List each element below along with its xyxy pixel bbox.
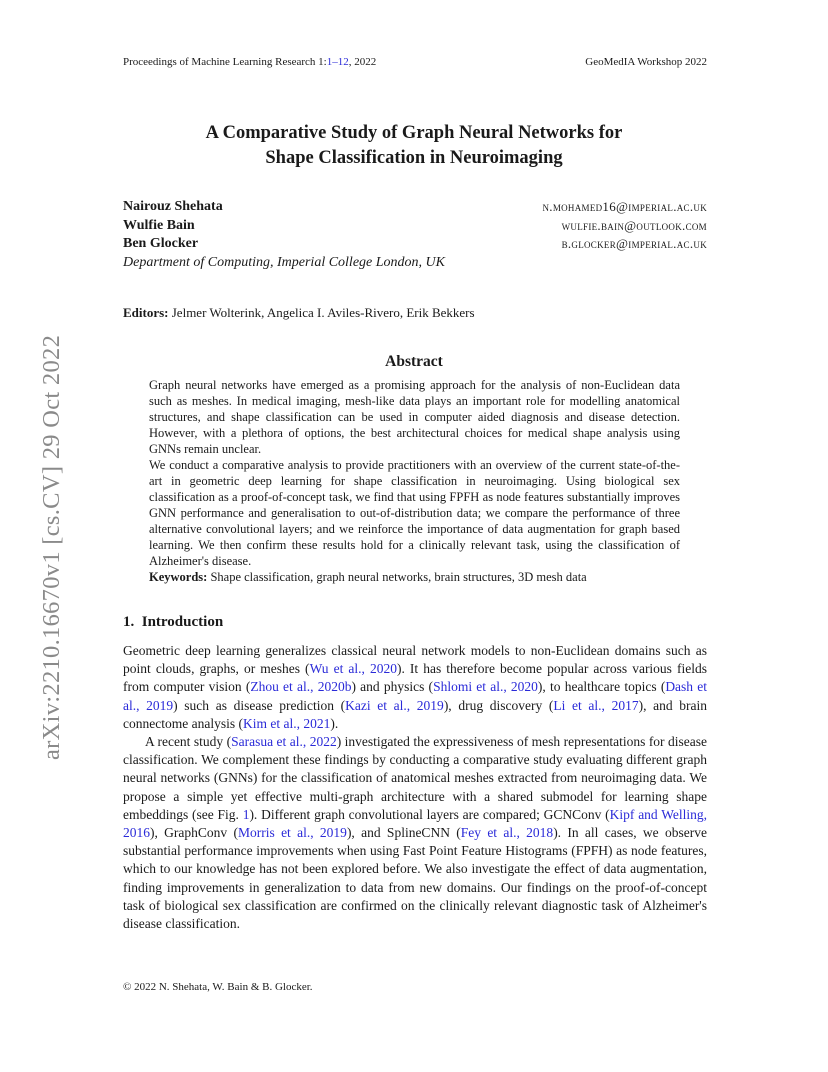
pages-link[interactable]: 1–12	[326, 56, 349, 68]
title-line-2: Shape Classification in Neuroimaging	[265, 148, 563, 168]
intro-text: ) and physics (	[351, 679, 434, 695]
affiliation: Department of Computing, Imperial College London, UK	[123, 254, 445, 270]
intro-text: ) such as disease prediction (	[173, 697, 346, 713]
citation-link[interactable]: Fey et al., 2018	[460, 825, 554, 841]
author-name: Ben Glocker	[123, 236, 199, 251]
author-row	[123, 217, 707, 236]
citation-link[interactable]: Shlomi et al., 2020	[433, 679, 538, 695]
intro-text: ) investigated the expressiveness of mesh representations for disease classification. We complement these findings by conducting a comparative study evaluating different graph neural networks (GNNs) for the classification of anatomical meshes extracted from neuroimaging data. We propose a simple yet effective multi-graph architecture with a shared submodel for learning shape embeddings (see Fig.	[123, 734, 707, 822]
author-email: n.mohamed16@imperial.ac.uk	[542, 199, 707, 214]
arxiv-id-label: arXiv:2210.16670v1 [cs.CV] 29 Oct 2022	[38, 334, 65, 760]
running-header-right: GeoMedIA Workshop 2022	[585, 56, 707, 68]
section-heading	[123, 614, 223, 631]
author-block	[123, 198, 707, 272]
abstract-paragraph: Graph neural networks have emerged as a promising approach for the analysis of non-Euclidean data such as meshes. In medical imaging, mesh-like data plays an important role for modelling anatomical structures, and shape classification can be used in computer aided diagnosis and disease detection. However, with a plethora of options, the best architectural choices for medical shape analysis using GNNs remain unclear.	[149, 378, 680, 456]
citation-link[interactable]: Kipf and Welling, 2016	[123, 806, 707, 841]
editors-label: Editors:	[123, 305, 169, 320]
author-name: Nairouz Shehata	[123, 199, 223, 214]
intro-paragraph-1	[123, 642, 707, 733]
section-number: 1.	[123, 614, 135, 630]
intro-text: Geometric deep learning generalizes classical neural network models to non-Euclidean domains such as point clouds, graphs, or meshes (	[123, 643, 707, 677]
intro-text: ), GraphConv (	[150, 825, 238, 841]
figure-ref-link[interactable]: 1	[242, 806, 250, 822]
author-row	[123, 235, 707, 254]
intro-paragraph-2	[123, 733, 707, 933]
citation-link[interactable]: Li et al., 2017	[553, 697, 639, 713]
citation-link[interactable]: Kazi et al., 2019	[345, 697, 444, 713]
intro-text: ). In all cases, we observe substantial performance improvements when using Fast Point Feature Histograms (FPFH) as node features, which to our knowledge has not been explored before. We also investigate the effect of data augmentation, finding improvements in generalization to data from new domains. Our findings on the proof-of-concept task of biological sex classification are confirmed on the clinically relevant diagnostic task of Alzheimer's disease classification.	[123, 825, 707, 932]
proceedings-year: , 2022	[348, 56, 377, 68]
keywords-text: Shape classification, graph neural networks, brain structures, 3D mesh data	[210, 570, 587, 584]
author-email: wulfie.bain@outlook.com	[561, 217, 707, 233]
citation-link[interactable]: Sarasua et al., 2022	[231, 734, 337, 750]
keywords-line	[149, 569, 680, 585]
abstract-body	[149, 377, 680, 585]
introduction-body	[123, 642, 707, 933]
abstract-paragraph: We conduct a comparative analysis to provide practitioners with an overview of the current state-of-the-art in geometric deep learning for shape classification in neuroimaging. Using biological sex classification as a proof-of-concept task, we find that using FPFH as node features substantially improves GNN performance and generalisation to out-of-distribution data; we compare the performance of three alternative convolutional layers; and we reinforce the importance of data augmentation for graph based learning. We then confirm these results hold for a clinically relevant task, using the classification of Alzheimer's disease.	[149, 458, 680, 568]
copyright-footer: © 2022 N. Shehata, W. Bain & B. Glocker.	[123, 981, 313, 993]
intro-text: ), to healthcare topics (	[537, 679, 666, 695]
abstract-heading: Abstract	[385, 353, 443, 370]
author-email: b.glocker@imperial.ac.uk	[561, 236, 707, 251]
proceedings-label: Proceedings of Machine Learning Research 1:	[123, 56, 327, 68]
editors-line	[123, 305, 475, 321]
citation-link[interactable]: Wu et al., 2020	[309, 661, 397, 677]
intro-text: ), and SplineCNN (	[346, 825, 461, 841]
citation-link[interactable]: Zhou et al., 2020b	[250, 679, 352, 695]
author-name: Wulfie Bain	[123, 217, 195, 233]
section-title: Introduction	[141, 614, 224, 630]
intro-text: ), drug discovery (	[443, 697, 554, 713]
intro-text: ). It has therefore become popular across various fields from computer vision (	[123, 661, 707, 695]
author-row	[123, 198, 707, 217]
intro-text: ). Different graph convolutional layers are compared; GCNConv (	[249, 806, 610, 822]
intro-text: ), and brain connectome analysis (	[123, 697, 707, 731]
title-line-1: A Comparative Study of Graph Neural Networks for	[205, 123, 623, 143]
citation-link[interactable]: Kim et al., 2021	[242, 715, 331, 731]
citation-link[interactable]: Dash et al., 2019	[123, 679, 708, 713]
intro-text: ).	[330, 715, 339, 731]
intro-text: A recent study (	[145, 734, 232, 750]
running-header-left	[123, 56, 376, 68]
keywords-label: Keywords:	[149, 570, 208, 584]
citation-link[interactable]: Morris et al., 2019	[238, 825, 347, 841]
paper-title	[0, 121, 828, 171]
editors-names: Jelmer Wolterink, Angelica I. Aviles-Rivero, Erik Bekkers	[171, 305, 475, 320]
